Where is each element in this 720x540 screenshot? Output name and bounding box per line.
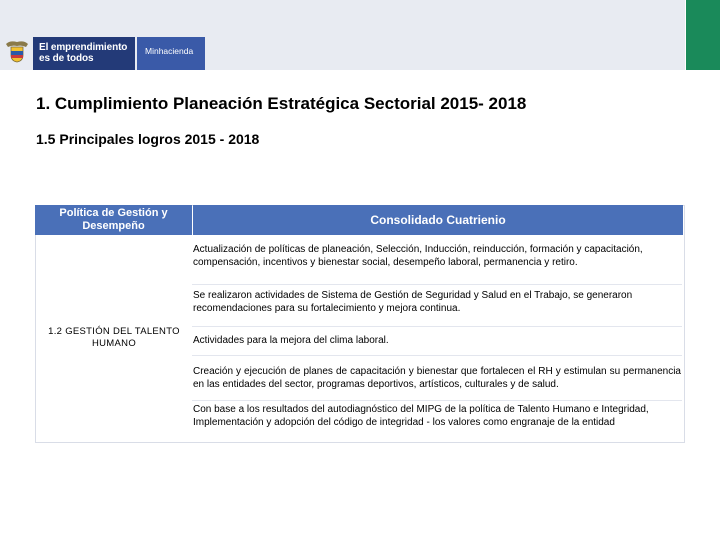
table-header-policy-label: Política de Gestión y Desempeño [59, 207, 168, 232]
page-subtitle: 1.5 Principales logros 2015 - 2018 [36, 131, 260, 147]
table-row: Actualización de políticas de planeación, Selección, Inducción, reinducción, formación y capacitación, compensación, incentivos y bienestar social, desempeño laboral, permanencia y retiro. [193, 244, 643, 268]
table-row: Actividades para la mejora del clima laboral. [192, 326, 682, 354]
brand-line-2: es de todos [39, 53, 94, 64]
table-row: Con base a los resultados del autodiagnóstico del MIPG de la política de Talento Humano e Integridad, Implementación y adopción del código de integridad - los valores como engranaje de la entidad [192, 400, 682, 441]
table-row: Se realizaron actividades de Sistema de Gestión de Seguridad y Salud en el Trabajo, se generaron recomendaciones para su fortalecimiento y mejora continua. [192, 284, 682, 325]
table-header-summary [193, 205, 683, 235]
colombia-shield-icon [4, 38, 30, 64]
brand-line-1: El emprendimiento [39, 42, 128, 53]
table-header-summary-label: Consolidado Cuatrienio [370, 213, 506, 227]
ministry-logo-text: Minhacienda [145, 46, 194, 56]
accent-green-bar [686, 0, 720, 70]
policy-area-cell: 1.2 GESTIÓN DEL TALENTO HUMANO [48, 326, 180, 349]
page-title: 1. Cumplimiento Planeación Estratégica Sectorial 2015- 2018 [36, 94, 527, 113]
brand-logo-text [39, 42, 127, 64]
table-row: Creación y ejecución de planes de capacitación y bienestar que fortalecen el RH y estimulan su permanencia en las entidades del sector, programas deportivos, artísticos, culturales y de salud. [192, 355, 682, 399]
table-header-policy [35, 205, 192, 235]
